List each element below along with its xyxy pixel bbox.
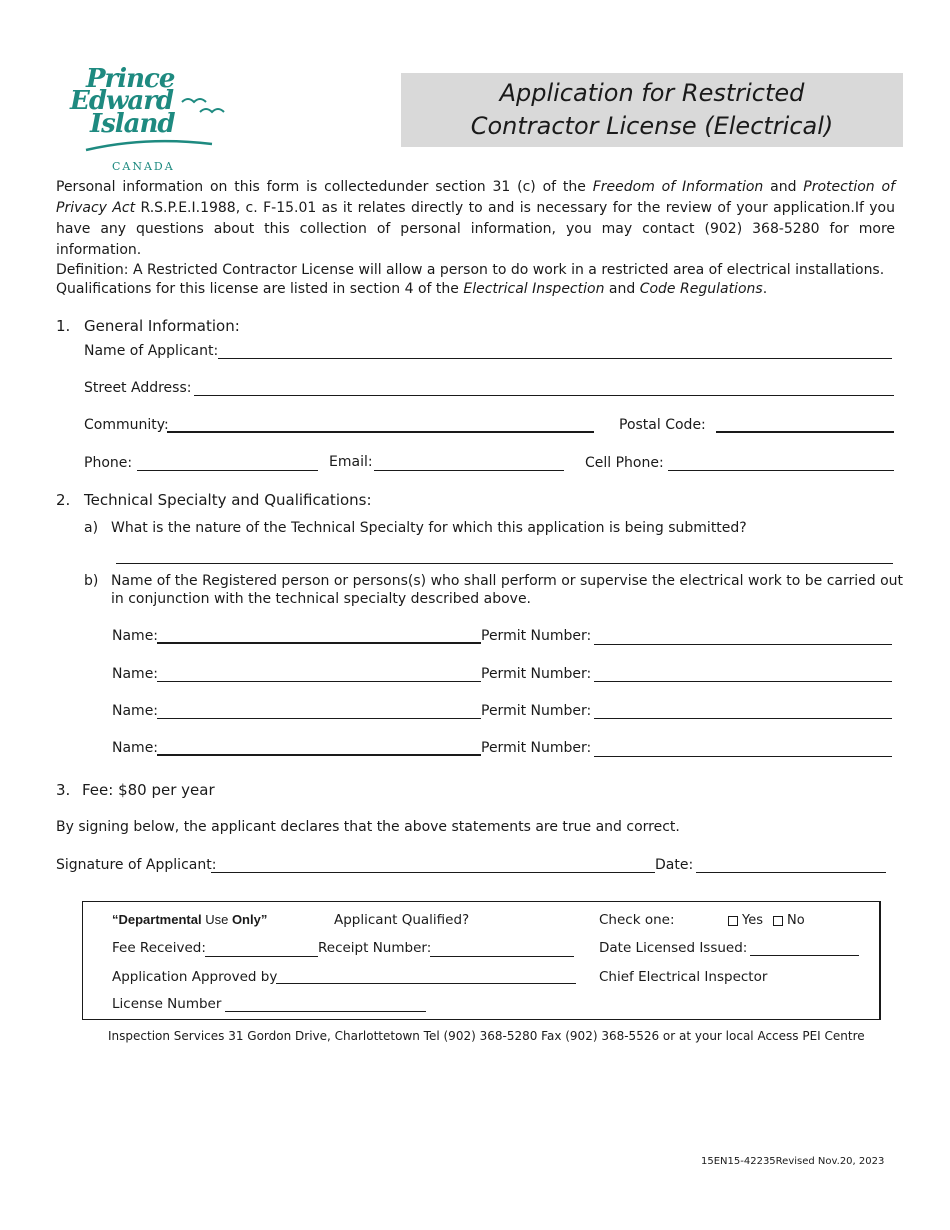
registered-name-label: Name: [112, 628, 159, 644]
chief-inspector-label: Chief Electrical Inspector [599, 969, 768, 985]
declaration-text: By signing below, the applicant declares that the above statements are true and correct. [56, 819, 680, 835]
registered-name-label: Name: [112, 740, 159, 756]
section-2a-text: What is the nature of the Technical Specialty for which this application is being submitted? [111, 520, 747, 536]
fee-received-field[interactable] [205, 956, 318, 957]
definition-text-3: . [762, 281, 768, 297]
registered-name-field[interactable] [157, 754, 481, 756]
privacy-act-2: Protection of Privacy Act [56, 179, 895, 216]
email-label: Email: [329, 454, 373, 470]
date-field[interactable] [696, 872, 886, 873]
registered-name-field[interactable] [157, 642, 481, 644]
departmental-heading [112, 912, 267, 927]
logo-line-prince: Prince [86, 64, 175, 94]
cell-phone-field[interactable] [668, 470, 894, 471]
section-2b-letter: b) [84, 573, 99, 589]
section-2b-line-1: Name of the Registered person or persons(s) who shall perform or supervise the electrical work to be carried out [111, 573, 904, 589]
check-one-label: Check one: [599, 912, 675, 928]
departmental-heading-mid: Use [205, 912, 232, 927]
permit-number-label: Permit Number: [481, 740, 592, 756]
applicant-name-field[interactable] [218, 358, 892, 359]
phone-field[interactable] [137, 470, 318, 471]
phone-label: Phone: [84, 455, 133, 471]
privacy-text-3: R.S.P.E.I.1988, c. F-15.01 as it relates directly to and is necessary for the review of your application.If you have any questions about this collection of personal information, you may contact (902) 368-5280 for more information. [56, 200, 895, 258]
definition-reg-2: Code Regulations [639, 281, 763, 297]
permit-number-field[interactable] [594, 681, 892, 682]
departmental-heading-post: Only” [231, 912, 268, 927]
postal-code-label: Postal Code: [619, 417, 706, 433]
logo-line-edward: Edward [70, 86, 174, 116]
street-address-field[interactable] [194, 395, 894, 396]
title-line-1: Application for Restricted [499, 79, 805, 107]
date-licensed-issued-field[interactable] [750, 955, 859, 956]
permit-number-label: Permit Number: [481, 703, 592, 719]
permit-number-field[interactable] [594, 644, 892, 645]
community-label: Community: [84, 417, 169, 433]
fee-received-label: Fee Received: [112, 940, 206, 956]
section-1-heading: General Information: [84, 317, 240, 335]
definition-text-2: and [604, 281, 640, 297]
permit-number-label: Permit Number: [481, 666, 592, 682]
applicant-name-label: Name of Applicant: [84, 343, 219, 359]
title-box [401, 73, 903, 147]
privacy-act-1: Freedom of Information [592, 179, 764, 195]
definition-text [56, 261, 895, 299]
license-number-field[interactable] [225, 1011, 426, 1012]
no-checkbox[interactable] [773, 916, 783, 926]
technical-specialty-field[interactable] [116, 563, 893, 564]
application-approved-field[interactable] [276, 983, 576, 984]
registered-name-field[interactable] [157, 681, 481, 682]
section-3-number: 3. [56, 781, 71, 799]
permit-number-field[interactable] [594, 756, 892, 757]
license-number-label: License Number [112, 996, 222, 1012]
definition-text-1: Definition: A Restricted Contractor License will allow a person to do work in a restricted area of electrical installations. Qualifications for this license are listed in section 4 of the [56, 262, 885, 297]
footer-contact: Inspection Services 31 Gordon Drive, Charlottetown Tel (902) 368-5280 Fax (902) 368-5526 or at your local Access PEI Centre [108, 1029, 865, 1043]
departmental-heading-pre: “Departmental [112, 912, 206, 927]
privacy-notice [56, 177, 895, 261]
yes-option[interactable] [728, 913, 763, 928]
no-label: No [787, 913, 805, 928]
section-2b-line-2: in conjunction with the technical specialty described above. [111, 591, 532, 607]
permit-number-field[interactable] [594, 718, 892, 719]
form-code: 15EN15-42235Revised Nov.20, 2023 [701, 1156, 885, 1167]
no-option[interactable] [773, 913, 805, 928]
postal-code-field[interactable] [716, 431, 894, 433]
registered-name-field[interactable] [157, 718, 481, 719]
date-licensed-issued-label: Date Licensed Issued: [599, 940, 748, 956]
community-field[interactable] [167, 431, 594, 433]
title-line-2: Contractor License (Electrical) [470, 112, 834, 140]
email-field[interactable] [374, 470, 564, 471]
yes-checkbox[interactable] [728, 916, 738, 926]
applicant-qualified-label: Applicant Qualified? [334, 912, 470, 928]
section-2-number: 2. [56, 491, 71, 509]
registered-name-label: Name: [112, 666, 159, 682]
signature-field[interactable] [211, 872, 655, 873]
section-2a-letter: a) [84, 520, 99, 536]
signature-label: Signature of Applicant: [56, 857, 217, 873]
cell-phone-label: Cell Phone: [585, 455, 664, 471]
pei-logo [64, 64, 234, 176]
application-approved-label: Application Approved by [112, 969, 278, 985]
street-address-label: Street Address: [84, 380, 192, 396]
section-2-heading: Technical Specialty and Qualifications: [84, 491, 372, 509]
definition-reg-1: Electrical Inspection [463, 281, 605, 297]
logo-country: CANADA [112, 160, 175, 173]
privacy-text-2: and [763, 179, 804, 195]
date-label: Date: [655, 857, 694, 873]
registered-name-label: Name: [112, 703, 159, 719]
permit-number-label: Permit Number: [481, 628, 592, 644]
receipt-number-label: Receipt Number: [318, 940, 432, 956]
logo-line-island: Island [90, 109, 175, 139]
receipt-number-field[interactable] [430, 956, 574, 957]
privacy-text-1: Personal information on this form is collectedunder section 31 (c) of the [56, 179, 593, 195]
section-3-fee: Fee: $80 per year [82, 781, 215, 799]
section-1-number: 1. [56, 317, 71, 335]
yes-label: Yes [742, 913, 763, 928]
